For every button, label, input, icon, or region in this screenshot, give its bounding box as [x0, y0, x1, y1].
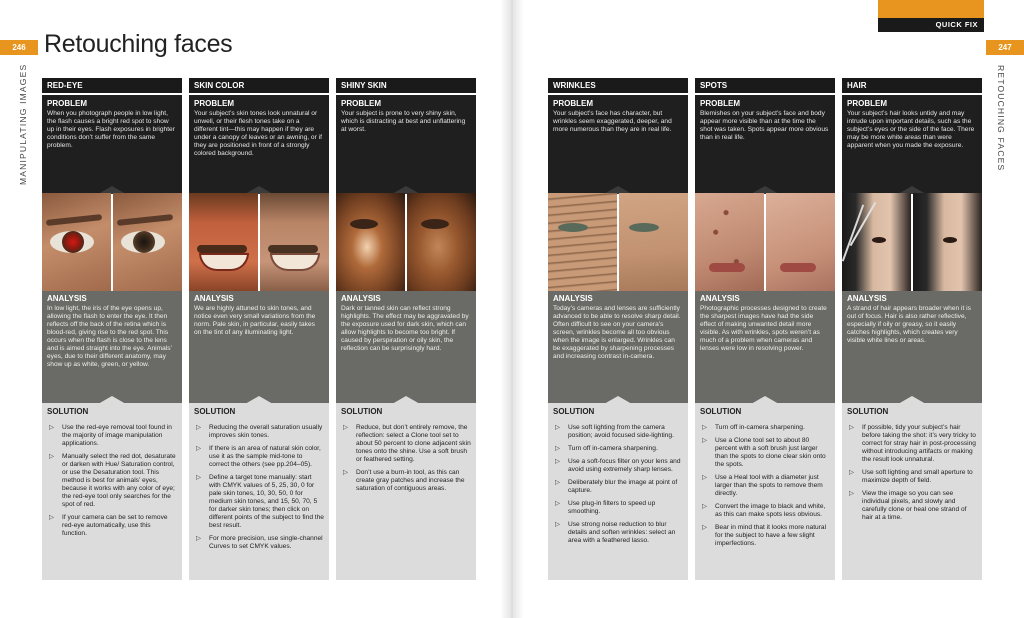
chevron-divider — [392, 396, 420, 404]
analysis-label: ANALYSIS — [847, 294, 887, 303]
problem-block — [695, 95, 835, 193]
quick-fix-accent-bar — [878, 0, 984, 18]
solution-block — [189, 403, 329, 580]
before-after-photos — [695, 193, 835, 291]
column-red-eye — [42, 78, 182, 580]
solution-item: ▷ Use plug-in filters to speed up smoothing. — [553, 500, 683, 516]
solution-item: ▷ Use a soft-focus filter on your lens and avoid using extremely sharp lenses. — [553, 458, 683, 474]
eye — [558, 223, 588, 232]
analysis-block — [695, 291, 835, 403]
problem-text: Your subject’s face has character, but wrinkles seem exaggerated, deeper, and more numerous than they are in real life. — [553, 110, 672, 133]
before-photo — [336, 193, 405, 291]
solution-item: ▷ Use a Heal tool with a diameter just larger than the spots to remove them directly. — [700, 474, 830, 498]
solution-block — [336, 403, 476, 580]
chevron-divider — [898, 396, 926, 404]
before-after-photos — [189, 193, 329, 291]
eye — [421, 219, 449, 229]
page-number-left: 246 — [0, 40, 38, 55]
after-photo — [260, 193, 329, 291]
solution-item: ▷ Use the red-eye removal tool found in the majority of image manipulation applications. — [47, 424, 177, 448]
solution-list — [700, 424, 830, 548]
smile — [270, 253, 320, 271]
solution-item: ▷ Reducing the overall saturation usually improves skin tones. — [194, 424, 324, 440]
solution-item: ▷ If your camera can be set to remove red-eye automatically, use this function. — [47, 514, 177, 538]
problem-label: PROBLEM — [341, 99, 381, 108]
problem-text: Your subject is prone to very shiny skin, which is distracting at best and unflattering at worst. — [341, 110, 466, 133]
stray-hair — [842, 204, 864, 261]
problem-label: PROBLEM — [553, 99, 593, 108]
column-spots — [695, 78, 835, 580]
column-heading: WRINKLES — [548, 78, 688, 95]
solution-label: SOLUTION — [700, 407, 742, 416]
eye — [872, 237, 886, 243]
solution-item: ▷ Use soft lighting and small aperture to maximize depth of field. — [847, 469, 977, 485]
solution-list — [194, 424, 324, 551]
before-after-photos — [842, 193, 982, 291]
eyebrow — [46, 214, 102, 226]
analysis-label: ANALYSIS — [194, 294, 234, 303]
solution-item: ▷ Manually select the red dot, desaturate or darken with Hue/ Saturation control, or use the Desaturation tool. This method is best for animals’ eyes, because it works with any color of eye; the red-eye tool only searches for the spot of red. — [47, 453, 177, 509]
after-photo — [113, 193, 182, 291]
solution-item: ▷ Use strong noise reduction to blur details and soften wrinkles: select an area with a feathered lasso. — [553, 521, 683, 545]
solution-block — [548, 403, 688, 580]
solution-list — [847, 424, 977, 522]
eye — [943, 237, 957, 243]
after-photo — [913, 193, 982, 291]
solution-item: ▷ Deliberately blur the image at point of capture. — [553, 479, 683, 495]
problem-text: Your subject’s skin tones look unnatural or unwell, or their flesh tones take on a different tint—this may happen if they are under a canopy of leaves or an awning, or if they are positioned in front of a strongly colored background. — [194, 110, 322, 157]
page-number-right: 247 — [986, 40, 1024, 55]
problem-text: Your subject’s hair looks untidy and may intrude upon important details, such as the subject’s eyes or the side of the face. There may be more white areas than were apparent when you made the exposure. — [847, 110, 975, 149]
analysis-block — [842, 291, 982, 403]
before-after-photos — [336, 193, 476, 291]
after-photo — [766, 193, 835, 291]
before-after-photos — [548, 193, 688, 291]
chevron-divider — [98, 396, 126, 404]
column-heading: SPOTS — [695, 78, 835, 95]
before-photo — [842, 193, 911, 291]
analysis-block — [189, 291, 329, 403]
before-after-photos — [42, 193, 182, 291]
lips — [780, 263, 816, 272]
analysis-label: ANALYSIS — [341, 294, 381, 303]
moustache — [268, 245, 318, 253]
solution-item: ▷ View the image so you can see individual pixels, and slowly and carefully clone or heal one strand of hair at a time. — [847, 490, 977, 522]
solution-item: ▷ Don’t use a burn-in tool, as this can create gray patches and increase the saturation of contiguous areas. — [341, 469, 471, 493]
analysis-block — [42, 291, 182, 403]
analysis-text: Dark or tanned skin can reflect strong highlights. The effect may be aggravated by the exposure used for dark skin, which can allow highlights to become too bright. If caused by perspiration or oily skin, the reflection can be surprisingly hard. — [341, 305, 469, 352]
chevron-divider — [751, 396, 779, 404]
before-photo — [695, 193, 764, 291]
smile — [199, 253, 249, 271]
analysis-text: Today’s cameras and lenses are sufficiently advanced to be able to resolve sharp detail. Often difficult to see on your camera’s screen, wrinkles become all too obvious when the image is enlarged. Wrinkles can be exaggerated by sharpening processes and increasing contrast in-camera. — [553, 305, 681, 360]
section-caption-left: MANIPULATING IMAGES — [18, 63, 28, 185]
problem-block — [548, 95, 688, 193]
problem-block — [42, 95, 182, 193]
solution-label: SOLUTION — [553, 407, 595, 416]
analysis-block — [548, 291, 688, 403]
chevron-divider — [604, 396, 632, 404]
before-photo — [42, 193, 111, 291]
problem-text: When you photograph people in low light, the flash causes a bright red spot to show up in their eyes. Flash exposures in brighter conditions don’t suffer from the same problem. — [47, 110, 175, 149]
red-eye-pupil — [62, 231, 84, 253]
corrected-eye-pupil — [133, 231, 155, 253]
solution-label: SOLUTION — [341, 407, 383, 416]
problem-label: PROBLEM — [700, 99, 740, 108]
analysis-block — [336, 291, 476, 403]
column-wrinkles — [548, 78, 688, 580]
eye — [629, 223, 659, 232]
solution-item: ▷ Bear in mind that it looks more natural for the subject to have a few slight imperfections. — [700, 524, 830, 548]
chevron-divider — [245, 396, 273, 404]
solution-item: ▷ Reduce, but don’t entirely remove, the reflection: select a Clone tool set to about 50 percent to clone adjacent skin tones onto the shine. Use a soft brush or feathered setting. — [341, 424, 471, 464]
solution-block — [42, 403, 182, 580]
analysis-text: In low light, the iris of the eye opens up, allowing the flash to enter the eye. It then reflects off the back of the retina which is blood-red, giving rise to the red spot. This occurs when the flash is close to the lens and is aimed straight into the eye. Animals’ eyes, due to their different anatomy, may show up as white, green, or yellow. — [47, 305, 172, 368]
problem-label: PROBLEM — [847, 99, 887, 108]
page-gutter — [500, 0, 524, 618]
column-heading: SHINY SKIN — [336, 78, 476, 95]
solution-list — [47, 424, 177, 538]
problem-text: Blemishes on your subject’s face and body appear more visible than at the time the shot was taken. Spots appear more obvious than in real life. — [700, 110, 829, 141]
eyebrow — [117, 214, 173, 226]
solution-item: ▷ Turn off in-camera sharpening. — [700, 424, 830, 432]
analysis-label: ANALYSIS — [700, 294, 740, 303]
problem-block — [336, 95, 476, 193]
solution-label: SOLUTION — [194, 407, 236, 416]
solution-block — [695, 403, 835, 580]
before-photo — [548, 193, 617, 291]
solution-item: ▷ If possible, tidy your subject’s hair before taking the shot: it’s very tricky to correct for stray hair in post-processing without introducing artifacts or making the result look unnatural. — [847, 424, 977, 464]
solution-block — [842, 403, 982, 580]
analysis-text: A strand of hair appears broader when it is out of focus. Hair is also rather reflective, especially if oily or greasy, so it easily catches highlights, which creates very visible white lines or areas. — [847, 305, 971, 344]
problem-block — [189, 95, 329, 193]
solution-item: ▷ If there is an area of natural skin color, use it as the sample mid-tone to correct the others (see pp.204–05). — [194, 445, 324, 469]
column-shiny-skin — [336, 78, 476, 580]
analysis-text: Photographic processes designed to create the sharpest images have had the side effect of making unwanted detail more visible. As with wrinkles, spots weren’t as much of a problem when cameras and lenses were low in resolving power. — [700, 305, 827, 352]
quick-fix-label: QUICK FIX — [878, 18, 984, 32]
solution-item: ▷ Convert the image to black and white, as this can make spots less obvious. — [700, 503, 830, 519]
lips — [709, 263, 745, 272]
after-photo — [407, 193, 476, 291]
column-hair — [842, 78, 982, 580]
column-heading: SKIN COLOR — [189, 78, 329, 95]
page-title: Retouching faces — [44, 30, 233, 58]
solution-item: ▷ For more precision, use single-channel Curves to set CMYK values. — [194, 535, 324, 551]
solution-label: SOLUTION — [847, 407, 889, 416]
solution-list — [341, 424, 471, 493]
column-heading: HAIR — [842, 78, 982, 95]
eye — [350, 219, 378, 229]
analysis-label: ANALYSIS — [47, 294, 87, 303]
solution-item: ▷ Use a Clone tool set to about 80 percent with a soft brush just larger than the spots to clone clear skin onto the spots. — [700, 437, 830, 469]
column-heading: RED-EYE — [42, 78, 182, 95]
problem-block — [842, 95, 982, 193]
after-photo — [619, 193, 688, 291]
solution-label: SOLUTION — [47, 407, 89, 416]
analysis-label: ANALYSIS — [553, 294, 593, 303]
solution-list — [553, 424, 683, 545]
solution-item: ▷ Define a target tone manually: start with CMYK values of 5, 25, 30, 0 for pale skin tones, 10, 30, 50, 0 for medium skin tones, and 15, 50, 70, 5 for darker skin tones; then click on different points of the subject to find the best result. — [194, 474, 324, 530]
analysis-text: We are highly attuned to skin tones, and notice even very small variations from the norm. Pale skin, in particular, easily takes on the tint of any illuminating light. — [194, 305, 316, 336]
solution-item: ▷ Use soft lighting from the camera position; avoid focused side-lighting. — [553, 424, 683, 440]
solution-item: ▷ Turn off in-camera sharpening. — [553, 445, 683, 453]
moustache — [197, 245, 247, 253]
problem-label: PROBLEM — [47, 99, 87, 108]
before-photo — [189, 193, 258, 291]
column-skin-color — [189, 78, 329, 580]
section-caption-right: RETOUCHING FACES — [996, 65, 1006, 172]
problem-label: PROBLEM — [194, 99, 234, 108]
